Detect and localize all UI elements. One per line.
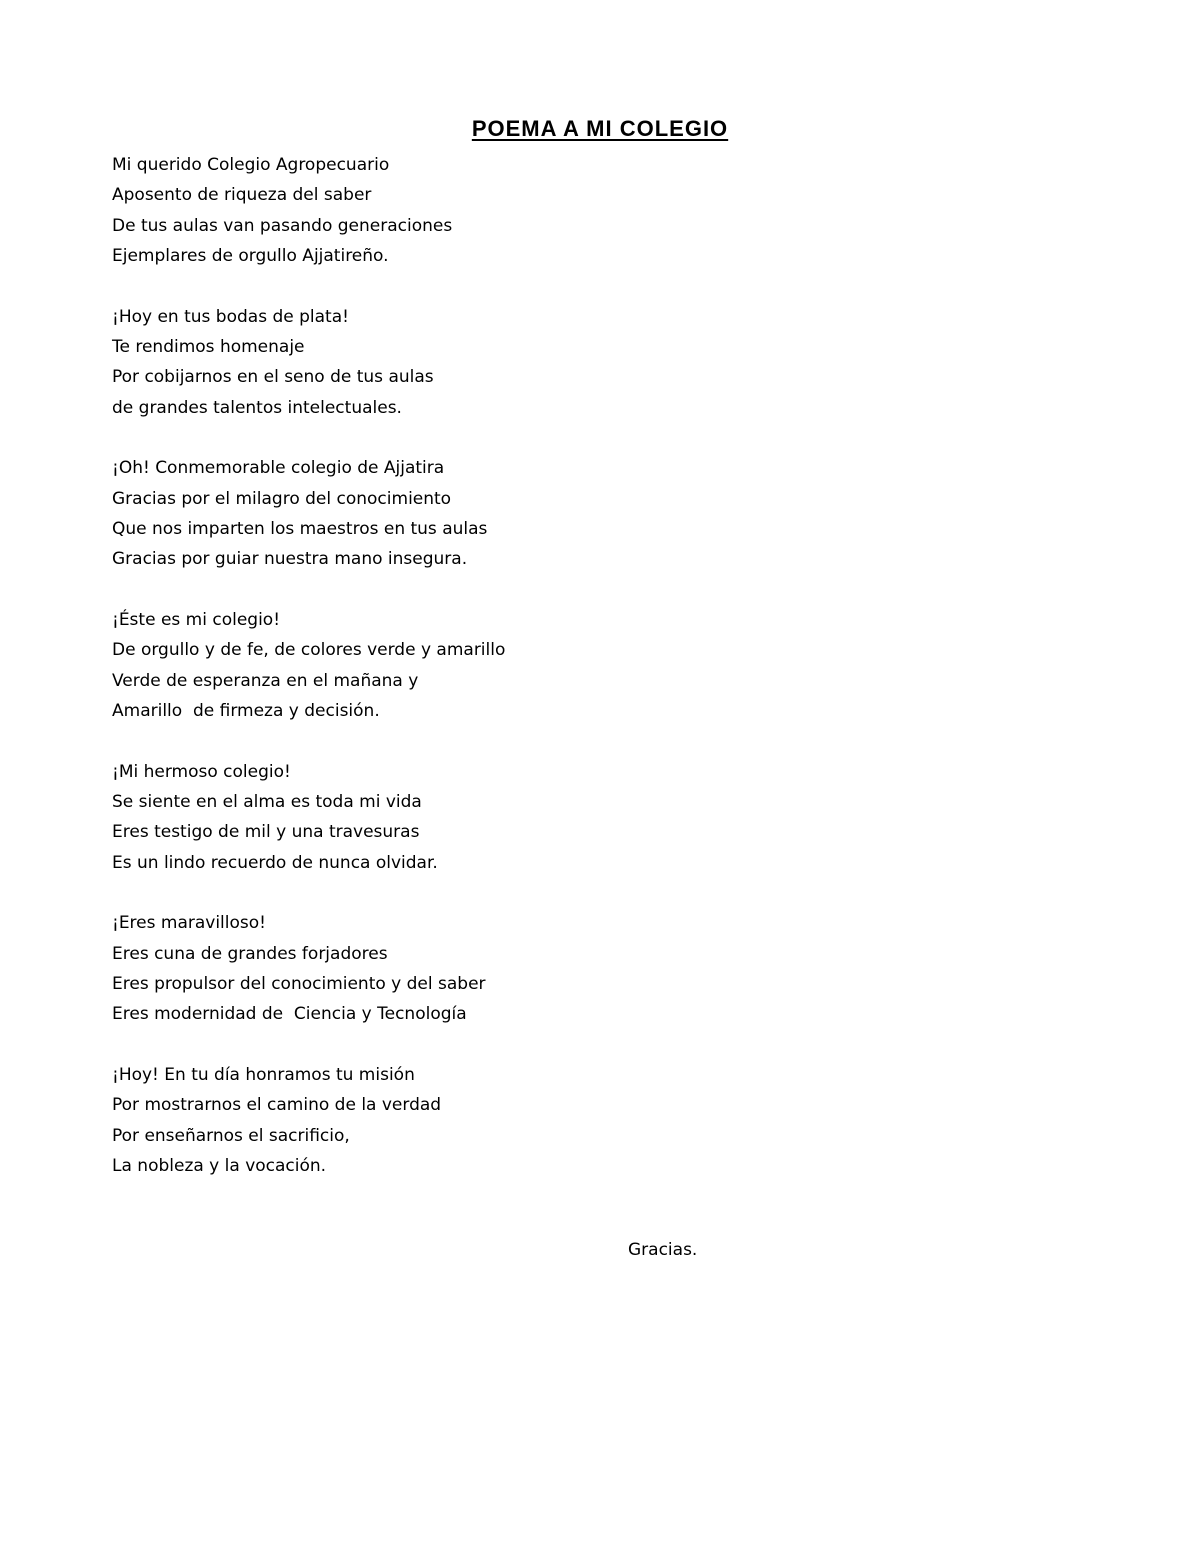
poem-line: Amarillo de firmeza y decisión. (112, 700, 380, 721)
poem-line: De tus aulas van pasando generaciones (112, 215, 453, 236)
poem-line: ¡Oh! Conmemorable colegio de Ajjatira (112, 458, 445, 479)
poem-line: Que nos imparten los maestros en tus aulas (112, 518, 488, 539)
poem-line: Eres cuna de grandes forjadores (112, 943, 388, 964)
poem-line: Se siente en el alma es toda mi vida (112, 792, 422, 813)
stanza-7 (112, 1060, 812, 1181)
poem-body (112, 150, 812, 1212)
stanza-6 (112, 908, 812, 1029)
poem-line: Verde de esperanza en el mañana y (112, 670, 419, 691)
poem-line: ¡Eres maravilloso! (112, 913, 266, 934)
poem-line: ¡Hoy en tus bodas de plata! (112, 306, 349, 327)
poem-line: De orgullo y de fe, de colores verde y amarillo (112, 640, 506, 661)
poem-line: Aposento de riqueza del saber (112, 185, 372, 206)
poem-line: Por enseñarnos el sacrificio, (112, 1125, 350, 1146)
poem-line: ¡Éste es mi colegio! (112, 610, 281, 631)
poem-line: Por cobijarnos en el seno de tus aulas (112, 367, 434, 388)
poem-title: POEMA A MI COLEGIO (471, 116, 729, 141)
poem-line: Eres modernidad de Ciencia y Tecnología (112, 1004, 467, 1025)
poem-line: Ejemplares de orgullo Ajjatireño. (112, 245, 389, 266)
signoff: Gracias. (628, 1240, 698, 1260)
poem-line: Por mostrarnos el camino de la verdad (112, 1095, 442, 1116)
stanza-4 (112, 605, 812, 726)
poem-line: ¡Mi hermoso colegio! (112, 761, 291, 782)
stanza-5 (112, 757, 812, 878)
poem-line: Gracias por el milagro del conocimiento (112, 488, 452, 509)
poem-line: de grandes talentos intelectuales. (112, 397, 402, 418)
stanza-2 (112, 302, 812, 423)
poem-line: Gracias por guiar nuestra mano insegura. (112, 549, 468, 570)
poem-line: Eres testigo de mil y una travesuras (112, 822, 420, 843)
poem-line: La nobleza y la vocación. (112, 1156, 327, 1177)
poem-line: Es un lindo recuerdo de nunca olvidar. (112, 852, 438, 873)
stanza-1 (112, 150, 812, 271)
poem-line: ¡Hoy! En tu día honramos tu misión (112, 1065, 415, 1086)
poem-line: Eres propulsor del conocimiento y del saber (112, 974, 486, 995)
poem-line: Te rendimos homenaje (112, 336, 305, 357)
stanza-3 (112, 453, 812, 574)
poem-line: Mi querido Colegio Agropecuario (112, 155, 390, 175)
